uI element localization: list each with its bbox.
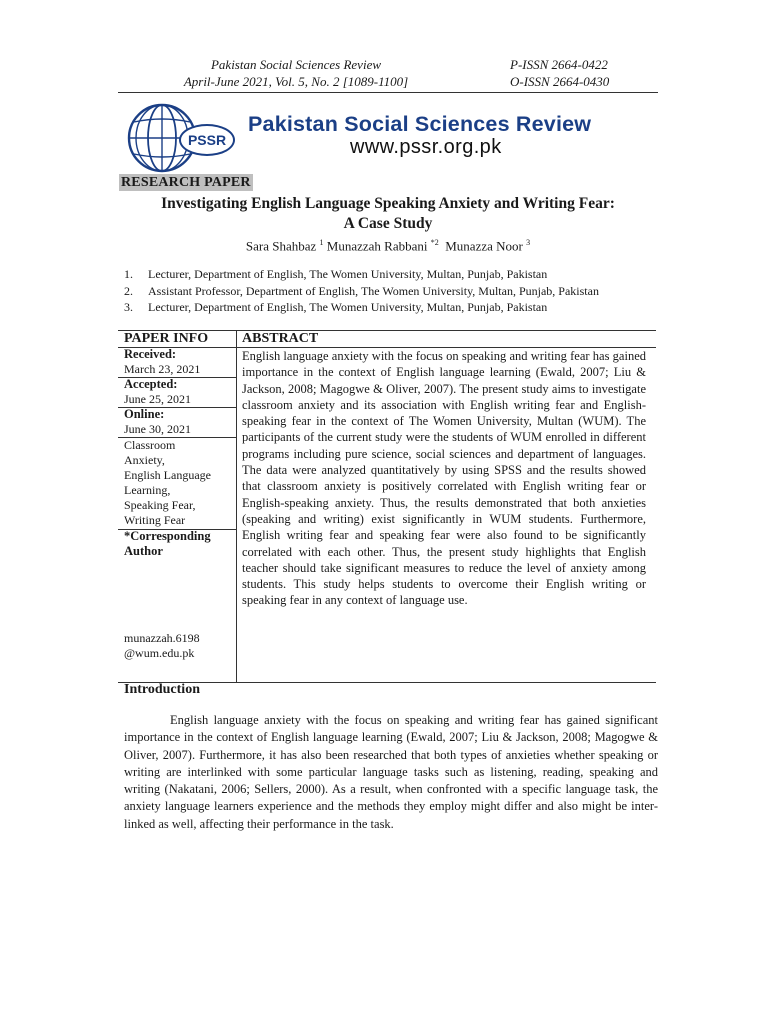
online-label: Online:	[124, 407, 165, 421]
header-rule	[118, 92, 658, 93]
keywords	[124, 438, 236, 528]
affiliation-item: 1. Lecturer, Department of English, The Women University, Multan, Punjab, Pakistan	[124, 267, 548, 281]
author-name: Munazzah Rabbani	[326, 238, 428, 254]
author-mark: *2	[430, 238, 439, 247]
pssr-badge-logo: PSSR	[179, 124, 235, 156]
running-header	[118, 56, 658, 92]
paper-info-table	[118, 330, 656, 682]
keyword: Speaking Fear,	[124, 498, 196, 512]
received-date: March 23, 2021	[124, 362, 201, 376]
keyword: English Language	[124, 468, 211, 482]
abstract-heading: ABSTRACT	[242, 331, 319, 346]
affiliation-item: 2. Assistant Professor, Department of English, The Women University, Multan, Punjab, Pakistan	[124, 283, 599, 298]
author-name: Munazza Noor	[445, 238, 523, 254]
p-issn: P-ISSN 2664-0422	[510, 57, 608, 72]
corresponding-email: munazzah.6198 @wum.edu.pk	[124, 631, 200, 660]
keyword: Anxiety,	[124, 453, 165, 467]
accepted-label: Accepted:	[124, 377, 178, 391]
affiliation-item: 3. Lecturer, Department of English, The Women University, Multan, Punjab, Pakistan	[124, 300, 548, 314]
introduction-heading: Introduction	[124, 682, 200, 697]
keyword: Writing Fear	[124, 513, 186, 527]
journal-url: www.pssr.org.pk	[350, 136, 502, 158]
author-mark: 3	[526, 238, 531, 247]
keyword: Learning,	[124, 483, 171, 497]
accepted-date: June 25, 2021	[124, 392, 191, 406]
title-line-1: Investigating English Language Speaking Anxiety and Writing Fear:	[161, 195, 615, 212]
abstract-text: English language anxiety with the focus on speaking and writing fear has gained importance in the context of English language learning (Ewald, 2007; Liu & Jackson, 2008; Magogwe & Oliver, 2007). The present study aims to investigate classroom anxiety and its association with English writing fear and English-speaking fear in the context of The Women University, Multan (WUM). The participants of the current study were the students of WUM enrolled in different programs including pure science, social sciences and department of languages. The data were analyzed quantitatively by using SPSS and the results showed that classroom anxiety is positively correlated with English writing fear or English-speaking anxiety. Thus, the results demonstrated that both anxieties (speaking and writing) exist significantly in WUM students. Furthermore, English writing fear and speaking fear were also found to be significantly correlated with each other. Thus, the present study highlights that English teacher should take significant measures to reduce the level of anxiety among students. This study helps students to overcome their English writing or speaking fear in any context of language use.	[242, 349, 646, 608]
journal-running-title: Pakistan Social Sciences Review	[210, 57, 382, 72]
article-type-label: RESEARCH PAPER	[121, 175, 251, 190]
paper-info-column	[124, 347, 236, 661]
online-date: June 30, 2021	[124, 422, 191, 436]
affiliation-list	[124, 266, 648, 316]
title-line-2: A Case Study	[343, 215, 433, 232]
journal-name: Pakistan Social Sciences Review	[248, 112, 592, 136]
article-title	[118, 194, 658, 234]
paper-info-heading: PAPER INFO	[124, 331, 209, 346]
author-mark: 1	[319, 238, 324, 247]
keyword: Classroom	[124, 438, 176, 452]
table-column-divider	[236, 330, 237, 682]
corresponding-author-label-2: Author	[124, 544, 163, 558]
author-name: Sara Shahbaz	[245, 238, 317, 254]
issue-info: April-June 2021, Vol. 5, No. 2 [1089-1100]	[183, 74, 409, 89]
received-label: Received:	[124, 347, 177, 361]
running-header-citation	[156, 56, 436, 90]
o-issn: O-ISSN 2664-0430	[510, 74, 610, 89]
journal-banner	[124, 100, 654, 180]
author-list	[118, 238, 658, 254]
running-header-issn	[510, 56, 640, 90]
introduction-paragraph: English language anxiety with the focus on speaking and writing fear has gained significant importance in the context of English language learning (Ewald, 2007; Liu & Jackson, 2008; Magogwe & Oliver, 2007). Furthermore, it has also been researched that both types of anxieties whether speaking or writing are interlinked with some particular language tasks such as listening, reading, speaking and writing (Nakatani, 2006; Sellers, 2000). As a result, when confronted with a specific language task, the anxiety language learners experience and the methods they employ might differ and also might be inter-linked as well, affecting their performance in the task.	[124, 713, 658, 831]
corresponding-author-label: *Corresponding	[124, 529, 211, 543]
